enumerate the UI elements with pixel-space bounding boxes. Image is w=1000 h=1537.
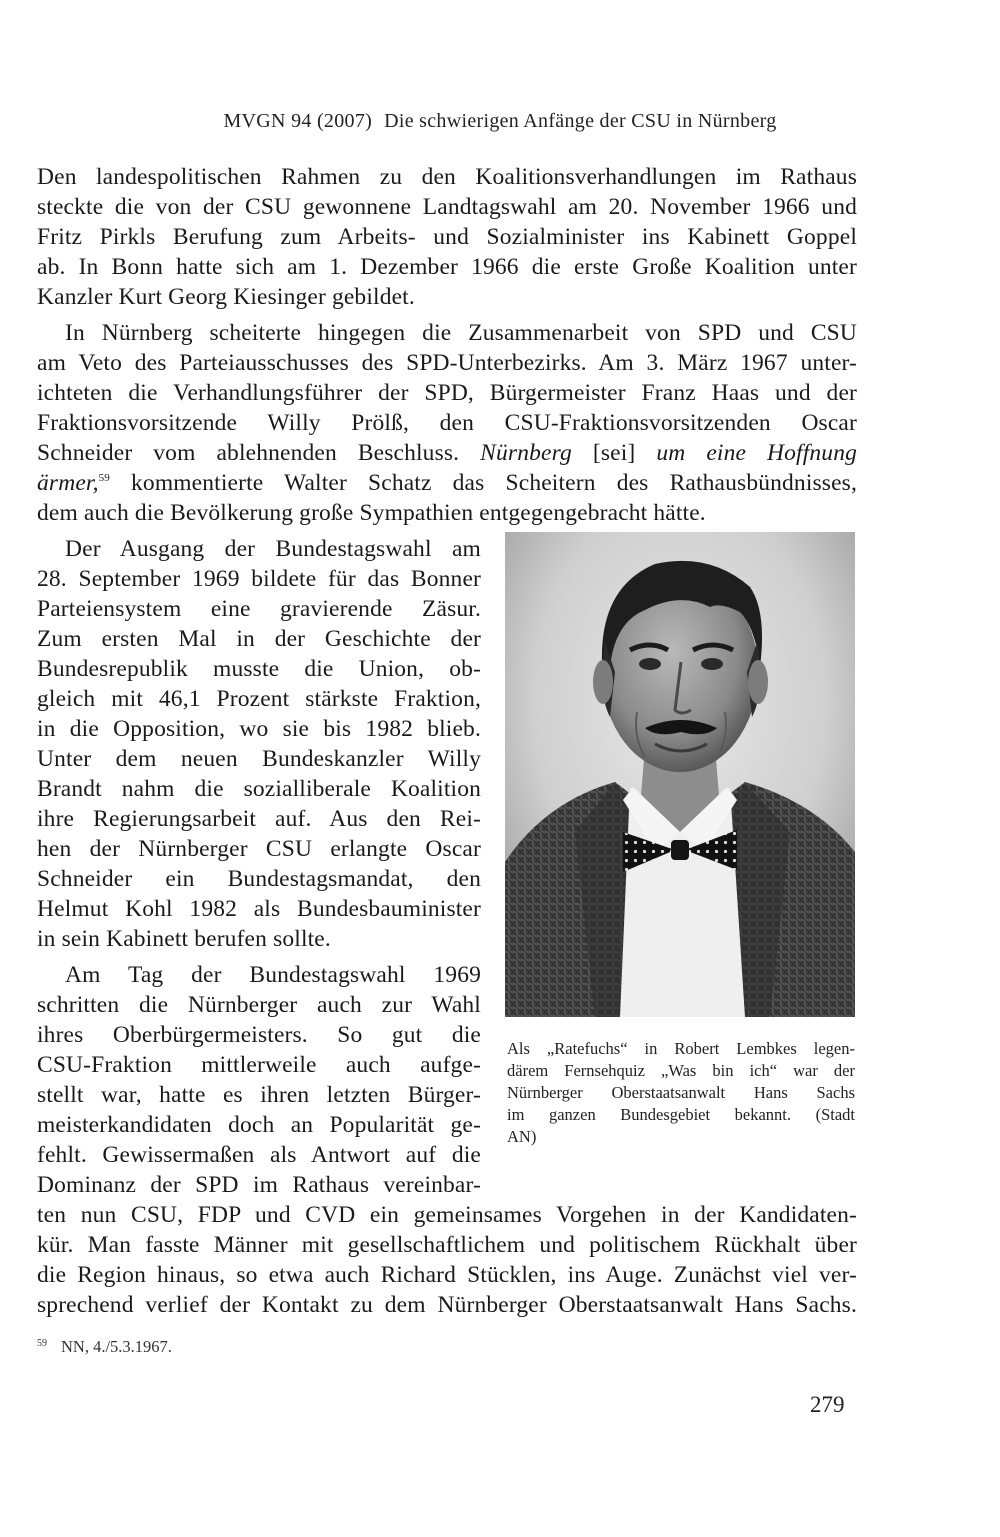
caption-line: im ganzen Bundesgebiet bekannt. (Stadt	[507, 1105, 855, 1124]
body-line: In Nürnberg scheiterte hingegen die Zusammenarbeit von SPD und CSU	[65, 320, 857, 346]
body-line: Unter dem neuen Bundeskanzler Willy	[37, 746, 481, 772]
footnote-text: NN, 4./5.3.1967.	[61, 1337, 172, 1356]
body-line: am Veto des Parteiausschusses des SPD-Unterbezirks. Am 3. März 1967 unter-	[37, 350, 857, 376]
body-line: ichteten die Verhandlungsführer der SPD, Bürgermeister Franz Haas und der	[37, 380, 857, 406]
body-line: ihres Oberbürgermeisters. So gut die	[37, 1022, 481, 1048]
body-line: Bundesrepublik musste die Union, ob-	[37, 656, 481, 682]
footnote-number: 59	[37, 1337, 47, 1349]
body-line: Schneider vom ablehnenden Beschluss. Nürnberg [sei] um eine Hoffnung	[37, 440, 858, 466]
body-line: meisterkandidaten doch an Popularität ge-	[37, 1112, 481, 1138]
body-line: Fraktionsvorsitzende Willy Prölß, den CSU-Fraktionsvorsitzenden Oscar	[37, 410, 857, 436]
article-title: Die schwierigen Anfänge der CSU in Nürnberg	[384, 110, 777, 132]
body-line: Der Ausgang der Bundestagswahl am	[65, 536, 481, 562]
body-line: ten nun CSU, FDP und CVD ein gemeinsames Vorgehen in der Kandidaten-	[37, 1202, 857, 1228]
body-line: Kanzler Kurt Georg Kiesinger gebildet.	[37, 284, 415, 310]
caption-line: Nürnberger Oberstaatsanwalt Hans Sachs	[507, 1083, 855, 1102]
body-line: dem auch die Bevölkerung große Sympathien entgegengebracht hätte.	[37, 500, 706, 526]
quote-italic: ärmer,	[37, 470, 99, 496]
body-line: fehlt. Gewissermaßen als Antwort auf die	[37, 1142, 481, 1168]
body-line: schritten die Nürnberger auch zur Wahl	[37, 992, 481, 1018]
body-line: die Region hinaus, so etwa auch Richard Stücklen, ins Auge. Zunächst viel ver-	[37, 1262, 857, 1288]
portrait-photo	[505, 532, 855, 1017]
body-line: Parteiensystem eine gravierende Zäsur.	[37, 596, 481, 622]
body-line: gleich mit 46,1 Prozent stärkste Fraktion,	[37, 686, 481, 712]
body-line: kür. Man fasste Männer mit gesellschaftlichem und politischem Rückhalt über	[37, 1232, 857, 1258]
body-line: Den landespolitischen Rahmen zu den Koalitionsverhandlungen im Rathaus	[37, 164, 857, 190]
body-line: steckte die von der CSU gewonnene Landtagswahl am 20. November 1966 und	[37, 194, 857, 220]
body-line: CSU-Fraktion mittlerweile auch aufge-	[37, 1052, 481, 1078]
body-line: Fritz Pirkls Berufung zum Arbeits- und Sozialminister ins Kabinett Goppel	[37, 224, 857, 250]
journal-reference: MVGN 94 (2007)	[223, 110, 373, 132]
caption-line: Als „Ratefuchs“ in Robert Lembkes legen-	[507, 1039, 855, 1058]
quote-italic: um eine Hoffnung	[656, 440, 858, 466]
body-line: Brandt nahm die sozialliberale Koalition	[37, 776, 481, 802]
body-line: ab. In Bonn hatte sich am 1. Dezember 1966 die erste Große Koalition unter	[37, 254, 857, 280]
running-header	[0, 110, 1000, 133]
footnote	[37, 1337, 172, 1357]
body-line: 28. September 1969 bildete für das Bonner	[37, 566, 481, 592]
body-line: sprechend verlief der Kontakt zu dem Nürnberger Oberstaatsanwalt Hans Sachs.	[37, 1292, 857, 1318]
body-line: hen der Nürnberger CSU erlangte Oscar	[37, 836, 481, 862]
body-line: ihre Regierungsarbeit auf. Aus den Rei-	[37, 806, 481, 832]
quote-italic: Nürnberg	[480, 440, 572, 466]
body-line: ärmer,$^{59}$ kommentierte Walter Schatz das Scheitern des Rathausbündnisses,	[37, 470, 857, 496]
caption-line: därem Fernsehquiz „Was bin ich“ war der	[507, 1061, 855, 1080]
page-number: 279	[810, 1392, 845, 1417]
portrait-illustration	[505, 532, 855, 1017]
body-line: stellt war, hatte es ihren letzten Bürger-	[37, 1082, 481, 1108]
body-line: Am Tag der Bundestagswahl 1969	[65, 962, 481, 988]
footnote-ref: 59	[98, 472, 110, 485]
body-line: in die Opposition, wo sie bis 1982 blieb.	[37, 716, 481, 742]
body-line: Zum ersten Mal in der Geschichte der	[37, 626, 481, 652]
body-line: Schneider ein Bundestagsmandat, den	[37, 866, 481, 892]
caption-line: AN)	[507, 1127, 537, 1146]
body-line: Dominanz der SPD im Rathaus vereinbar-	[37, 1172, 481, 1198]
body-line: Helmut Kohl 1982 als Bundesbauminister	[37, 896, 481, 922]
body-line: in sein Kabinett berufen sollte.	[37, 926, 331, 952]
